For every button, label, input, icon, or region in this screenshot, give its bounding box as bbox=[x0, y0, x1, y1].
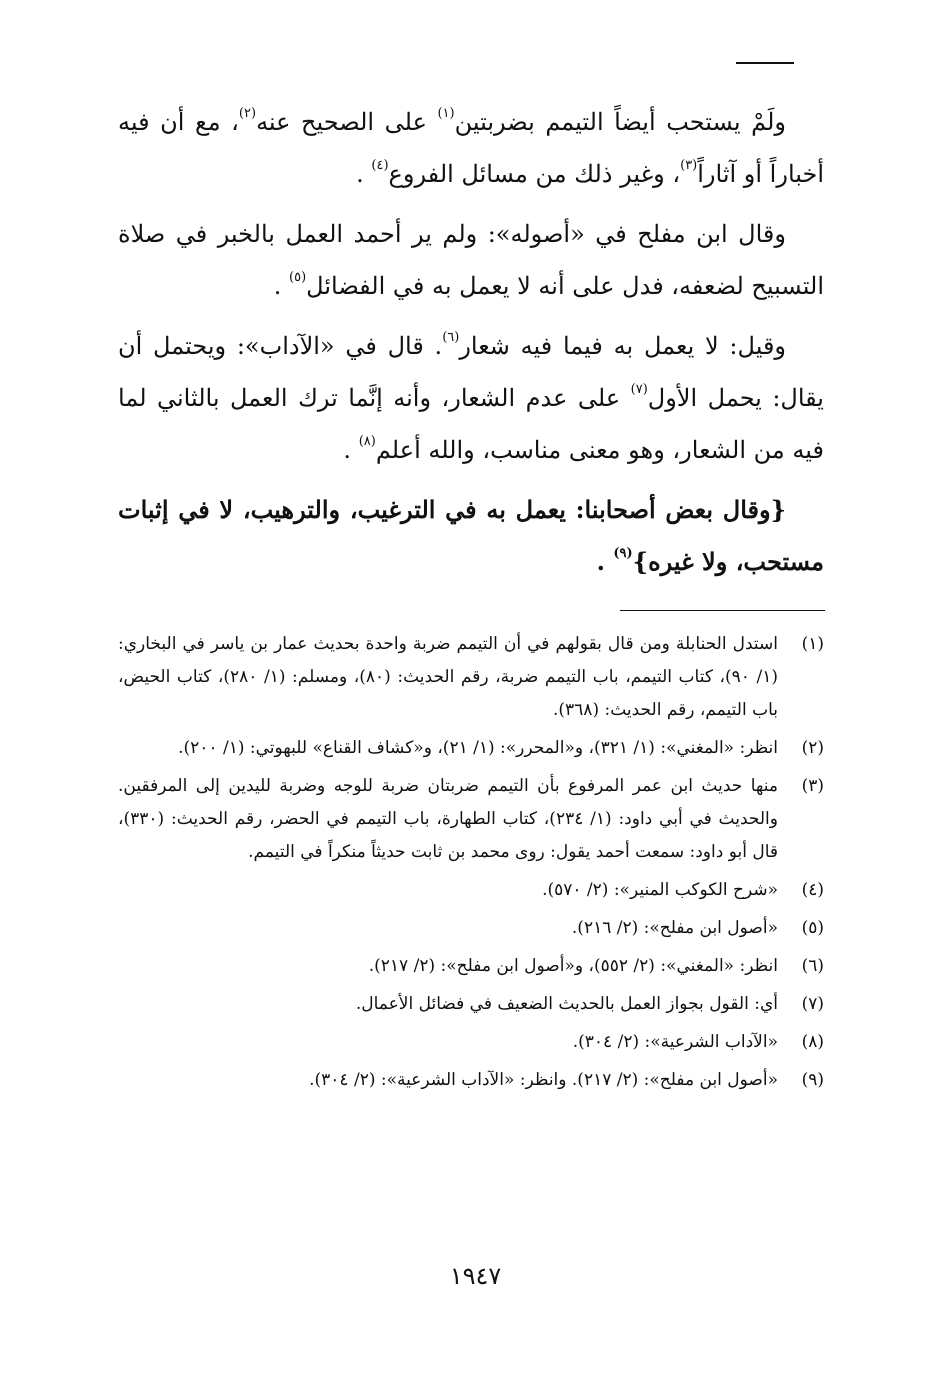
footnote-text: «أصول ابن مفلح»: (٢/ ٢١٦). bbox=[571, 918, 778, 938]
footnote-reference: (٤) bbox=[371, 158, 389, 173]
paragraph-text: على عدم الشعار، وأنه إنَّما ترك العمل بالثاني لما فيه من الشعار، وهو معنى مناسب، والله أعلم bbox=[118, 384, 824, 464]
footnote-item bbox=[118, 1064, 824, 1097]
paragraph-text: على الصحيح عنه bbox=[256, 108, 438, 136]
footnote-number: (٩) bbox=[801, 1070, 824, 1090]
footnote-text: منها حديث ابن عمر المرفوع بأن التيمم ضربتان ضربة للوجه وضربة لليدين إلى المرفقين. والحديث في أبي داود: (١/ ٢٣٤)، كتاب الطهارة، باب التيمم في الحضر، رقم الحديث: (٣٣٠)، قال أبو داود: سمعت أحمد يقول: روى محمد بن ثابت حديثاً منكراً في التيمم. bbox=[118, 776, 778, 862]
body-paragraph bbox=[118, 320, 824, 476]
body-paragraph bbox=[118, 208, 824, 312]
footnote-number: (٤) bbox=[801, 880, 824, 900]
footnote-text: انظر: «المغني»: (١/ ٣٢١)، و«المحرر»: (١/ ٢١)، و«كشاف القناع» للبهوتي: (١/ ٢٠٠). bbox=[178, 738, 778, 758]
footnote-item bbox=[118, 770, 824, 869]
footnote-text: انظر: «المغني»: (٢/ ٥٥٢)، و«أصول ابن مفلح»: (٢/ ٢١٧). bbox=[368, 956, 778, 976]
footnote-text: «شرح الكوكب المنير»: (٢/ ٥٧٠). bbox=[542, 880, 778, 900]
footnote-item bbox=[118, 628, 824, 727]
footnote-text: «أصول ابن مفلح»: (٢/ ٢١٧). وانظر: «الآداب الشرعية»: (٢/ ٣٠٤). bbox=[309, 1070, 778, 1090]
paragraph-text: . bbox=[596, 547, 614, 576]
footnote-reference: (٦) bbox=[442, 330, 460, 345]
footnote-text: «الآداب الشرعية»: (٢/ ٣٠٤). bbox=[572, 1032, 778, 1052]
main-text bbox=[118, 96, 824, 596]
paragraph-text: ، وغير ذلك من مسائل الفروع bbox=[388, 160, 681, 188]
footnotes bbox=[118, 628, 824, 1102]
footnote-number: (٨) bbox=[801, 1032, 824, 1052]
paragraph-text: ، مع أن فيه أخباراً أو آثاراً bbox=[118, 108, 824, 188]
paragraph-text: . bbox=[273, 272, 290, 300]
footnote-number: (١) bbox=[801, 634, 824, 654]
footnote-reference: (٢) bbox=[238, 106, 257, 121]
paragraph-text: وقيل: لا يعمل به فيما فيه شعار bbox=[459, 332, 787, 360]
footnote-reference: (١) bbox=[437, 106, 455, 121]
footnote-number: (٢) bbox=[801, 738, 824, 758]
header-rule bbox=[736, 62, 794, 64]
paragraph-text: ولَمْ يستحب أيضاً التيمم بضربتين bbox=[454, 108, 787, 136]
footnote-separator bbox=[620, 610, 825, 611]
footnote-reference: (٣) bbox=[680, 158, 698, 173]
footnote-item bbox=[118, 988, 824, 1021]
footnote-item bbox=[118, 732, 824, 765]
footnote-text: استدل الحنابلة ومن قال بقولهم في أن التيمم ضربة واحدة بحديث عمار بن ياسر في البخاري: (١/ ٩٠)، كتاب التيمم، باب التيمم ضربة، رقم الحديث: (٨٠)، ومسلم: (١/ ٢٨٠)، كتاب الحيض، باب التيمم، رقم الحديث: (٣٦٨). bbox=[118, 634, 779, 720]
footnote-item bbox=[118, 912, 824, 945]
footnote-reference: (٩) bbox=[613, 546, 633, 561]
paragraph-text: . bbox=[343, 436, 359, 464]
footnote-reference: (٨) bbox=[358, 434, 376, 449]
footnote-number: (٣) bbox=[801, 776, 824, 796]
paragraph-text: {وقال بعض أصحابنا: يعمل به في الترغيب، والترهيب، لا في إثبات مستحب، ولا غيره} bbox=[118, 495, 824, 576]
body-paragraph bbox=[118, 484, 824, 588]
paragraph-text: وقال ابن مفلح في «أصوله»: ولم ير أحمد العمل بالخبر في صلاة التسبيح لضعفه، فدل على أنه لا يعمل به في الفضائل bbox=[118, 220, 824, 300]
footnote-reference: (٧) bbox=[630, 382, 648, 397]
body-paragraph bbox=[118, 96, 824, 200]
footnote-text: أي: القول بجواز العمل بالحديث الضعيف في فضائل الأعمال. bbox=[355, 994, 778, 1014]
footnote-number: (٥) bbox=[801, 918, 824, 938]
footnote-number: (٦) bbox=[801, 956, 824, 976]
footnote-item bbox=[118, 874, 824, 907]
footnote-item bbox=[118, 950, 824, 983]
footnote-reference: (٥) bbox=[289, 270, 307, 285]
paragraph-text: . قال في «الآداب»: ويحتمل أن يقال: يحمل الأول bbox=[118, 332, 824, 412]
footnote-number: (٧) bbox=[801, 994, 824, 1014]
footnote-item bbox=[118, 1026, 824, 1059]
paragraph-text: . bbox=[356, 160, 372, 188]
page-number: ١٩٤٧ bbox=[449, 1262, 502, 1290]
